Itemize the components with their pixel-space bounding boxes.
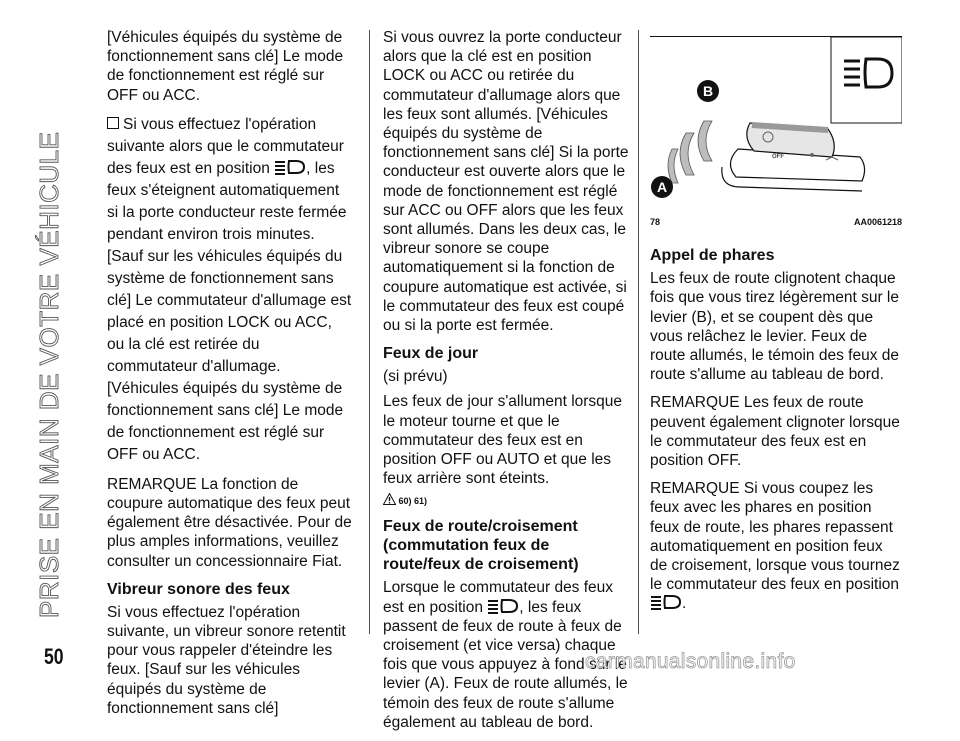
paragraph: Les feux de jour s'allument lorsque le moteur tourne et que le commutateur des feux est en position OFF ou AUTO et que les feux arrière sont éteints.: [383, 393, 623, 488]
high-beam-icon: [487, 598, 519, 614]
column-divider: [638, 30, 639, 634]
warning-reference: [383, 493, 629, 507]
label-b: B: [702, 83, 714, 99]
text-run: REMARQUE Si vous coupez les feux avec les phares en position feux de route, les phares repassent automatiquement en position feux de croisement, lorsque vous tournez le commutateur des feux en position: [650, 480, 900, 594]
lever-illustration: [650, 37, 902, 211]
high-beam-icon: [650, 594, 682, 610]
motion-arrows: [668, 121, 712, 183]
page-number: 50: [44, 644, 64, 669]
column-divider: [369, 30, 370, 634]
watermark: carmanualsonline.info: [585, 650, 796, 673]
label-a: A: [656, 179, 668, 195]
warning-triangle-icon: [383, 493, 396, 505]
side-section-title: [28, 20, 88, 620]
section-heading: Vibreur sonore des feux: [107, 580, 290, 598]
figure-number: 78: [650, 217, 661, 227]
lever-figure: [650, 36, 902, 211]
remark: REMARQUE La fonction de coupure automatique des feux peut également être désactivée. Pour de plus amples informations, veuillez consulter un concessionnaire Fiat.: [107, 475, 352, 570]
section-heading: Feux de jour: [383, 345, 479, 363]
remark: [650, 479, 902, 613]
high-beam-icon: [274, 159, 306, 175]
text-run: .: [682, 595, 687, 613]
column-3: [650, 36, 902, 623]
warning-refs: 60) 61): [398, 496, 428, 507]
paragraph: Si vous ouvrez la porte conducteur alors que la clé est en position LOCK ou ACC ou retirée du commutateur d'allumage alors que les feux sont allumés. [Véhicules équipés du système de fonctionnement sans clé] Si la porte conducteur est ouverte alors que le mode de fonctionnement est réglé sur ACC ou OFF alors que les feux sont allumés. Dans les deux cas, le vibreur sonore se coupe automatiquement si la fonction de coupure automatique est activée, si le commutateur des feux est coupé ou si la porte est fermée.: [383, 29, 629, 335]
figure-caption: [650, 213, 902, 232]
lever-off-label: OFF: [772, 154, 784, 160]
text-run: , les feux s'éteignent automatiquement si la porte conducteur reste fermée pendant environ trois minutes. [Sauf sur les véhicules équipés du système de fonctionnement sans clé] Le commutateur d'allumage est placé en position LOCK ou ACC, ou la clé est retirée du commutateur d'allumage. [Véhicules équipés du système de fonctionnement sans clé] Le mode de fonctionnement est réglé sur OFF ou ACC.: [107, 159, 352, 463]
paragraph: [107, 114, 353, 466]
lever-stalk: [722, 123, 865, 191]
figure-code: AA0061218: [853, 217, 902, 227]
section-heading: Appel de phares: [650, 247, 775, 265]
section-heading: Feux de route/croisement (commutation feux de route/feux de croisement): [383, 518, 579, 574]
paragraph: Si vous effectuez l'opération suivante, un vibreur sonore retentit pour vous rappeler d'éteindre les feux. [Sauf sur les véhicules équipés du système de fonctionnement sans clé]: [107, 603, 346, 717]
text-run: , les feux passent de feux de route à feux de croisement (et vice versa) chaque fois que vous appuyez à fond sur le levier (A). Feux de route allumés, le témoin des feux de route s'allume également au tableau de bord.: [383, 598, 628, 731]
subtitle: (si prévu): [383, 368, 448, 386]
text-run: Lorsque le commutateur des feux est en position: [383, 579, 614, 616]
column-1: [107, 28, 353, 727]
column-2: [383, 28, 629, 741]
side-title-text: PRISE EN MAIN DE VOTRE VÉHICULE: [34, 131, 64, 618]
checkbox-icon: [107, 117, 119, 129]
remark: REMARQUE Les feux de route peuvent également clignoter lorsque le commutateur des feux est en position OFF.: [650, 394, 900, 470]
paragraph: Les feux de route clignotent chaque fois que vous tirez légèrement sur le levier (B), et se coupent dès que vous relâchez le levier. Feux de route allumés, le témoin des feux de route s'allume au tableau de bord.: [650, 270, 899, 384]
text-run: Si vous effectuez l'opération suivante alors que le commutateur des feux est en position: [107, 115, 344, 177]
paragraph: [Véhicules équipés du système de fonctionnement sans clé] Le mode de fonctionnement est réglé sur OFF ou ACC.: [107, 29, 344, 104]
